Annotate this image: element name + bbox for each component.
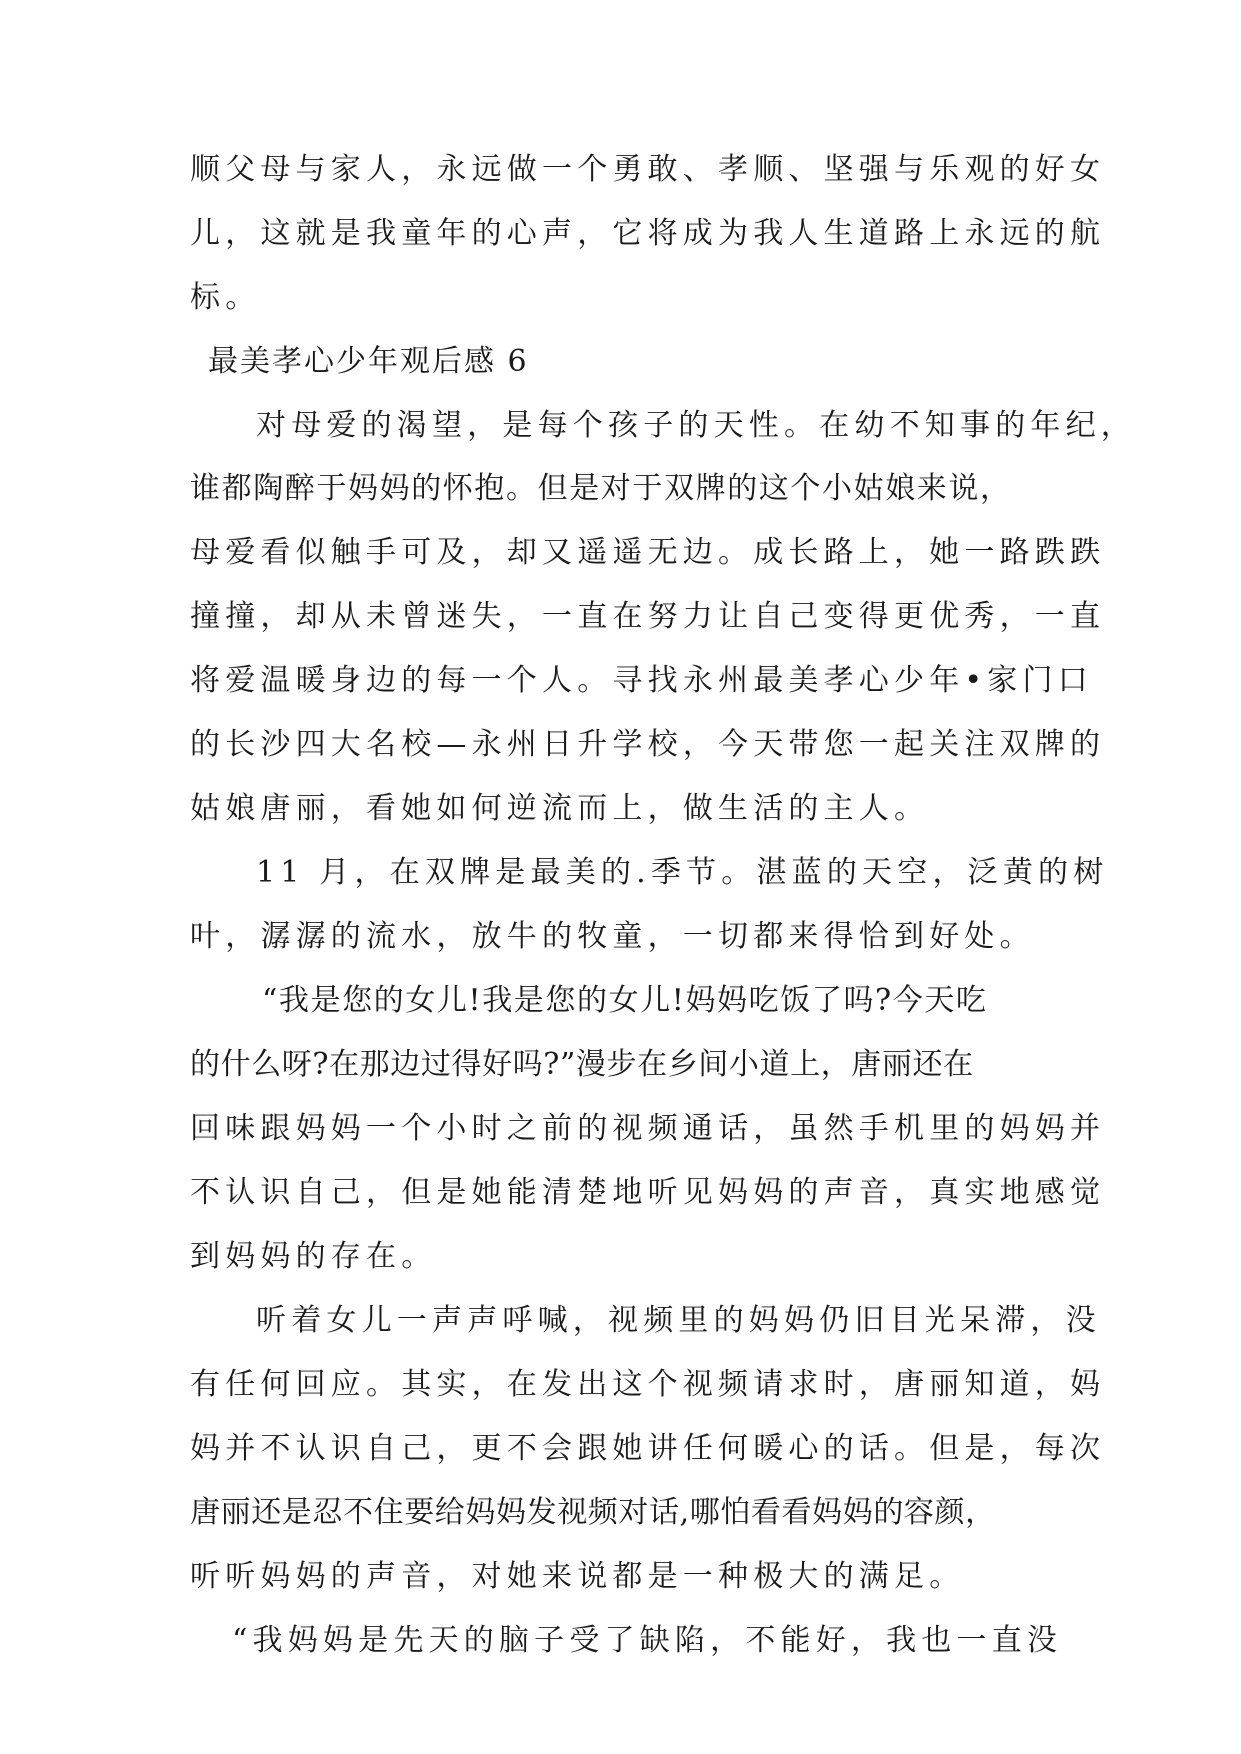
text-line: 撞撞，却从未曾迷失，一直在努力让自己变得更优秀，一直 (190, 599, 1106, 634)
text-line: 回味跟妈妈一个小时之前的视频通话，虽然手机里的妈妈并 (190, 1111, 1106, 1146)
section-heading: 最美孝心少年观后感 6 (208, 344, 529, 379)
text-line: 有任何回应。其实，在发出这个视频请求时，唐丽知道，妈 (190, 1367, 1106, 1402)
text-line: 姑娘唐丽，看她如何逆流而上，做生活的主人。 (190, 791, 930, 826)
text-line: 的长沙四大名校—永州日升学校，今天带您一起关注双牌的 (190, 727, 1106, 762)
text-line: 11 月，在双牌是最美的.季节。湛蓝的天空，泛黄的树 (256, 855, 1109, 890)
text-line: 将爱温暖身边的每一个人。寻找永州最美孝心少年•家门口 (190, 663, 1093, 698)
text-line: 妈并不认识自己，更不会跟她讲任何暖心的话。但是，每次 (190, 1431, 1106, 1466)
text-line: 母爱看似触手可及，却又遥遥无边。成长路上，她一路跌跌 (190, 535, 1106, 570)
text-line: 的什么呀?在那边过得好吗?”漫步在乡间小道上，唐丽还在 (190, 1047, 974, 1082)
text-line: 不认识自己，但是她能清楚地听见妈妈的声音，真实地感觉 (190, 1175, 1106, 1210)
text-line: 叶，潺潺的流水，放牛的牧童，一切都来得恰到好处。 (190, 919, 1035, 954)
text-line: 对母爱的渴望，是每个孩子的天性。在幼不知事的年纪， (256, 408, 1136, 443)
text-line: 唐丽还是忍不住要给妈妈发视频对话,哪怕看看妈妈的容颜， (190, 1495, 996, 1530)
text-line: 听听妈妈的声音，对她来说都是一种极大的满足。 (190, 1559, 965, 1594)
text-line: “我是您的女儿!我是您的女儿!妈妈吃饭了吗?今天吃 (262, 983, 988, 1018)
text-line: 儿，这就是我童年的心声，它将成为我人生道路上永远的航 (190, 216, 1106, 251)
text-line: 听着女儿一声声呼喊，视频里的妈妈仍旧目光呆滞，没 (256, 1303, 1101, 1338)
text-line: 到妈妈的存在。 (190, 1239, 437, 1274)
text-line: 谁都陶醉于妈妈的怀抱。但是对于双牌的这个小姑娘来说， (190, 471, 1012, 506)
text-line: “我妈妈是先天的脑子受了缺陷，不能好，我也一直没 (232, 1623, 1063, 1658)
text-line: 标。 (190, 280, 261, 315)
text-line: 顺父母与家人，永远做一个勇敢、孝顺、坚强与乐观的好女 (190, 152, 1106, 187)
